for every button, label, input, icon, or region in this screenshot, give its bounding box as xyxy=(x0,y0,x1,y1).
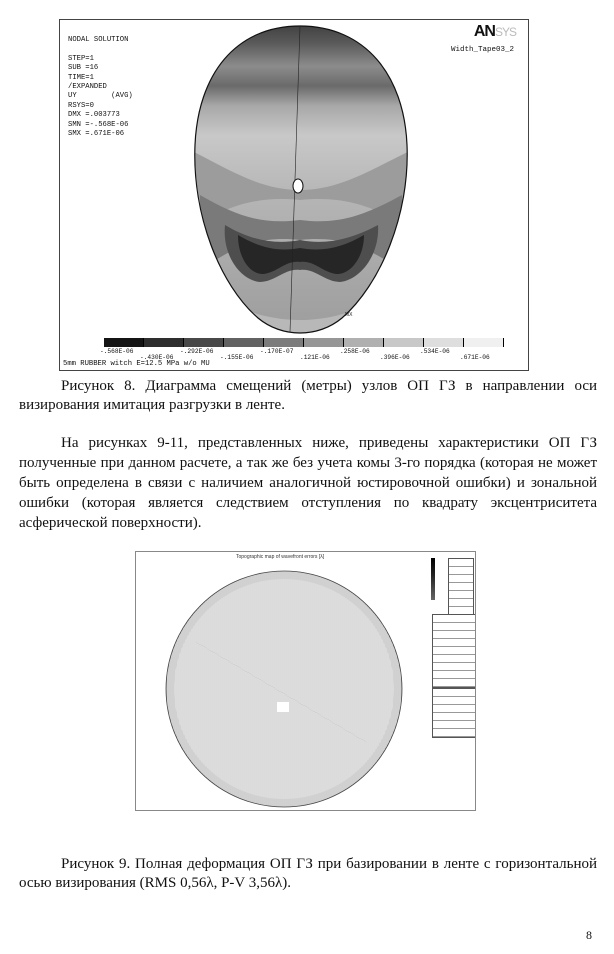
parameters-table-2 xyxy=(432,614,476,688)
legend-tick-label: .396E-06 xyxy=(380,354,410,361)
info-line: SMX =.671E-06 xyxy=(68,130,125,139)
info-line: RSYS=0 xyxy=(68,101,94,110)
info-line: STEP=1 xyxy=(68,54,94,63)
parameters-table-3 xyxy=(432,688,476,738)
plot-title: Width_Tape03_2 xyxy=(450,46,514,54)
info-line xyxy=(68,45,133,54)
info-line: SMN =-.568E-06 xyxy=(68,120,129,129)
plot-footer: 5mm RUBBER witch E=12.5 MPa w/o MU xyxy=(63,360,210,368)
legend-swatch xyxy=(344,338,384,347)
legend-swatch xyxy=(384,338,424,347)
legend-tick-label: -.292E-06 xyxy=(180,348,214,355)
info-line: /EXPANDED xyxy=(68,83,107,92)
legend-swatch xyxy=(184,338,224,347)
info-line: NODAL SOLUTION xyxy=(68,36,129,44)
figure-8-caption: Рисунок 8. Диаграмма смещений (метры) узлов ОП ГЗ в направлении оси визирования имитация разгрузки в ленте. xyxy=(19,378,597,413)
body-paragraph: На рисунках 9-11, представленных ниже, приведены характеристики ОП ГЗ полученные при данном расчете, а так же без учета комы 3-го порядка (которая не может быть определена в связи с наличием аналогичной юстировочной ошибки) и зональной ошибки (которая является следствием отступления по квадрату эксцентриситета асферической поверхности). xyxy=(19,435,597,531)
legend-swatch xyxy=(104,338,144,347)
legend-swatch xyxy=(304,338,344,347)
legend-tick-label: .534E-06 xyxy=(420,348,450,355)
parameters-table-1 xyxy=(448,558,474,616)
legend-tick-label: .121E-06 xyxy=(300,354,330,361)
legend-tick-label: .671E-06 xyxy=(460,354,490,361)
page-number: 8 xyxy=(586,928,592,942)
color-legend-bar xyxy=(104,338,504,347)
colorbar xyxy=(431,558,435,600)
figure-9-wavefront-map xyxy=(135,551,476,811)
figure-9-caption: Рисунок 9. Полная деформация ОП ГЗ при базировании в ленте с горизонтальной осью визирования (RMS 0,56λ, P-V 3,56λ). xyxy=(19,856,597,891)
mx-marker: MX xyxy=(345,312,353,318)
info-line: SUB =16 xyxy=(68,64,99,73)
legend-swatch xyxy=(264,338,304,347)
ansys-logo: ANSYS xyxy=(473,23,516,40)
legend-tick-label: -.170E-07 xyxy=(260,348,294,355)
info-line: DMX =.003773 xyxy=(68,111,120,120)
wavefront-map-title: Topographic map of wavefront errors [λ] xyxy=(236,554,325,560)
legend-tick-label: -.568E-06 xyxy=(100,348,134,355)
legend-swatch xyxy=(144,338,184,347)
legend-tick-label: -.430E-06 xyxy=(140,354,174,361)
legend-swatch xyxy=(464,338,504,347)
figure-8-displacement-plot xyxy=(59,19,529,371)
legend-swatch xyxy=(424,338,464,347)
wavefront-circle-svg xyxy=(136,552,436,811)
legend-tick-label: .258E-06 xyxy=(340,348,370,355)
nodal-solution-info xyxy=(68,36,133,139)
info-line: UY (AVG) xyxy=(68,92,133,101)
legend-swatch xyxy=(224,338,264,347)
legend-tick-label: -.155E-06 xyxy=(220,354,254,361)
info-line: TIME=1 xyxy=(68,73,94,82)
